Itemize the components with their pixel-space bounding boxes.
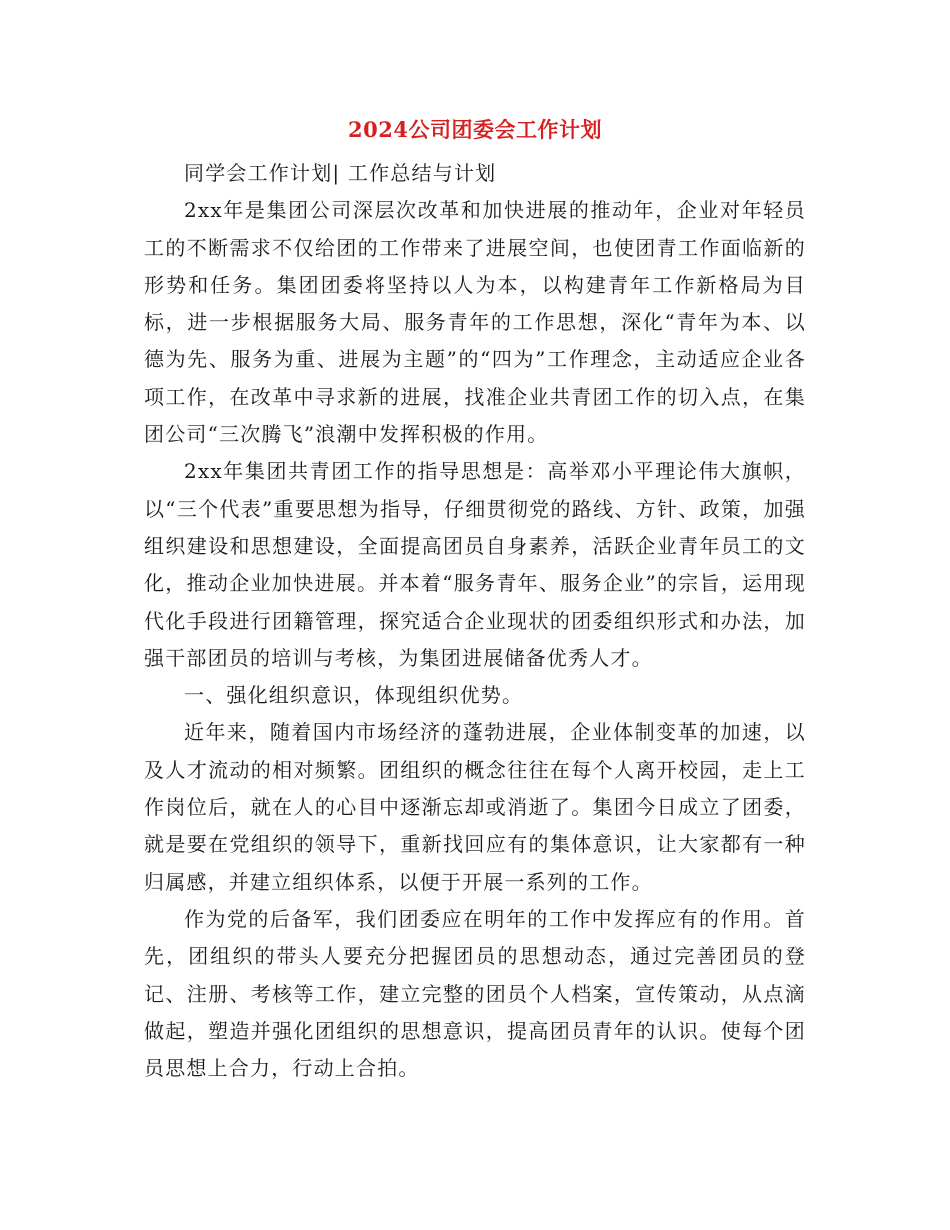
section-heading-1: 一、强化组织意识，体现组织优势。	[184, 683, 524, 708]
paragraph-recent-years: 近年来，随着国内市场经济的蓬勃进展，企业体制变革的加速，以及人才流动的相对频繁。团组织的概念往往在每个人离开校园，走上工作岗位后，就在人的心目中逐渐忘却或消逝了。集团今日成立了团委，就是要在党组织的领导下，重新找回应有的集体意识，让大家都有一种归属感，并建立组织体系，以便于开展一系列的工作。	[144, 720, 806, 894]
document-title: 2024公司团委会工作计划	[348, 117, 602, 142]
subtitle-line: 同学会工作计划| 工作总结与计划	[184, 161, 497, 185]
paragraph-guiding-thought: 2xx年集团共青团工作的指导思想是：高举邓小平理论伟大旗帜，以“三个代表”重要思想为指导，仔细贯彻党的路线、方针、政策，加强组织建设和思想建设，全面提高团员自身素养，活跃企业青年员工的文化，推动企业加快进展。并本着“服务青年、服务企业”的宗旨，运用现代化手段进行团籍管理，探究适合企业现状的团委组织形式和办法，加强干部团员的培训与考核，为集团进展储备优秀人才。	[144, 459, 806, 670]
paragraph-intro: 2xx年是集团公司深层次改革和加快进展的推动年，企业对年轻员工的不断需求不仅给团的工作带来了进展空间，也使团青工作面临新的形势和任务。集团团委将坚持以人为本，以构建青年工作新格局为目标，进一步根据服务大局、服务青年的工作思想，深化“青年为本、以德为先、服务为重、进展为主题”的“四为”工作理念，主动适应企业各项工作，在改革中寻求新的进展，找准企业共青团工作的切入点，在集团公司“三次腾飞”浪潮中发挥积极的作用。	[144, 198, 806, 447]
document-body	[144, 155, 806, 1087]
paragraph-reserve-army: 作为党的后备军，我们团委应在明年的工作中发挥应有的作用。首先，团组织的带头人要充分把握团员的思想动态，通过完善团员的登记、注册、考核等工作，建立完整的团员个人档案，宣传策动，从点滴做起，塑造并强化团组织的思想意识，提高团员青年的认识。使每个团员思想上合力，行动上合拍。	[144, 906, 806, 1081]
